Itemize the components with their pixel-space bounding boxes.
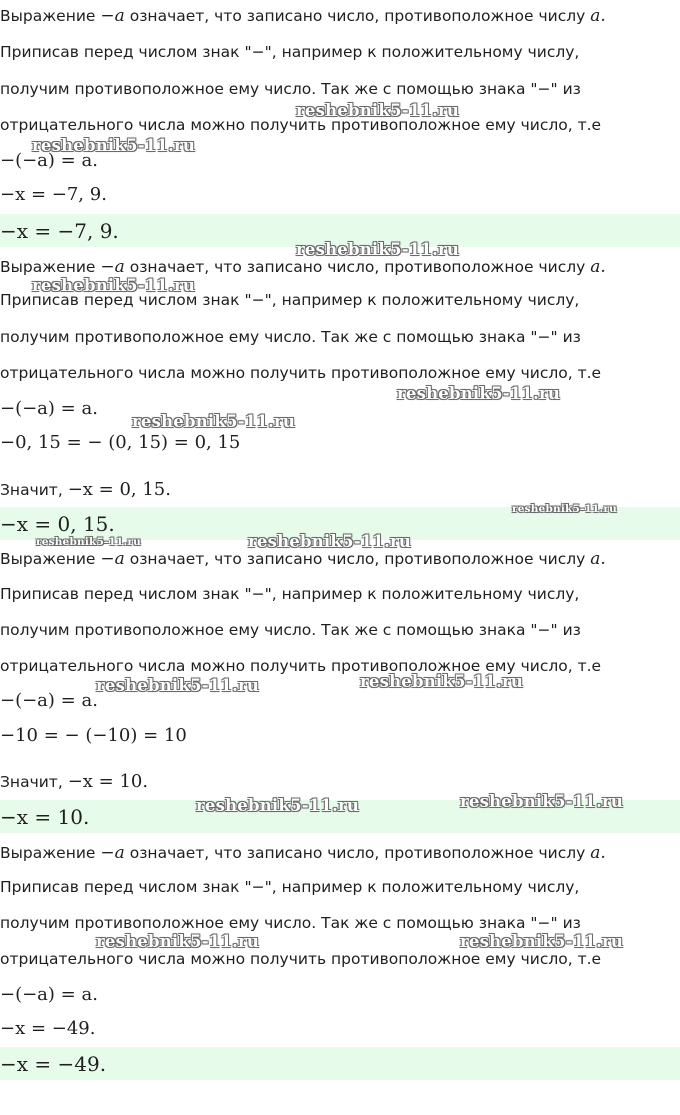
- intro-end: a.: [590, 549, 606, 569]
- block3-line3: получим противоположное ему число. Так же с помощью знака "−" из: [0, 621, 581, 639]
- watermark-small: reshebnik5-11.ru: [36, 536, 141, 548]
- watermark: reshebnik5-11.ru: [460, 932, 624, 951]
- block3-line4: отрицательного числа можно получить противоположное ему число, т.е: [0, 657, 602, 675]
- watermark: reshebnik5-11.ru: [296, 101, 460, 120]
- intro-math: −a: [100, 843, 125, 863]
- block4-line4: отрицательного числа можно получить противоположное ему число, т.е: [0, 950, 602, 968]
- block4-intro: [0, 843, 680, 863]
- answer-box-text: −x = −7, 9.: [0, 219, 119, 243]
- block4-line2: Приписав перед числом знак "−", например к положительному числу,: [0, 878, 580, 896]
- watermark: reshebnik5-11.ru: [96, 676, 260, 695]
- block4-answer: −x = −49.: [0, 1018, 96, 1039]
- block2-line3: получим противоположное ему число. Так же с помощью знака "−" из: [0, 328, 581, 346]
- watermark: reshebnik5-11.ru: [32, 136, 196, 155]
- intro-suffix: означает, что записано число, противоположное числу: [124, 7, 591, 25]
- block4-line3: получим противоположное ему число. Так же с помощью знака "−" из: [0, 914, 581, 932]
- block2-line4: отрицательного числа можно получить противоположное ему число, т.е: [0, 364, 602, 382]
- intro-end: a.: [590, 257, 606, 277]
- block2-intro: [0, 257, 680, 277]
- intro-prefix: Выражение: [0, 258, 101, 276]
- intro-prefix: Выражение: [0, 7, 101, 25]
- so-math: −x = 10.: [67, 771, 149, 792]
- watermark: reshebnik5-11.ru: [196, 796, 360, 815]
- block1-answer: −x = −7, 9.: [0, 184, 107, 205]
- watermark: reshebnik5-11.ru: [360, 672, 524, 691]
- so-label: Значит,: [0, 481, 68, 499]
- watermark: reshebnik5-11.ru: [132, 412, 296, 431]
- so-label: Значит,: [0, 773, 68, 791]
- intro-suffix: означает, что записано число, противоположное числу: [124, 844, 591, 862]
- block1-line4: отрицательного числа можно получить противоположное ему число, т.е: [0, 116, 602, 134]
- intro-prefix: Выражение: [0, 844, 101, 862]
- watermark: reshebnik5-11.ru: [296, 240, 460, 259]
- block4-identity: −(−a) = a.: [0, 984, 98, 1005]
- block1-line3: получим противоположное ему число. Так же с помощью знака "−" из: [0, 80, 581, 98]
- watermark: reshebnik5-11.ru: [32, 276, 196, 295]
- block3-intro: [0, 549, 680, 569]
- intro-end: a.: [590, 843, 606, 863]
- intro-end: a.: [590, 6, 606, 26]
- watermark: reshebnik5-11.ru: [96, 932, 260, 951]
- block2-identity: −(−a) = a.: [0, 398, 98, 419]
- answer-box-text: −x = 10.: [0, 805, 90, 829]
- block3-so: [0, 771, 680, 792]
- intro-math: −a: [100, 549, 125, 569]
- block3-line2: Приписав перед числом знак "−", например к положительному числу,: [0, 585, 580, 603]
- intro-suffix: означает, что записано число, противоположное числу: [124, 550, 591, 568]
- so-math: −x = 0, 15.: [67, 479, 171, 500]
- block2-line2: Приписав перед числом знак "−", например к положительному числу,: [0, 291, 580, 309]
- intro-prefix: Выражение: [0, 550, 101, 568]
- intro-math: −a: [100, 6, 125, 26]
- intro-math: −a: [100, 257, 125, 277]
- block3-calc: −10 = − (−10) = 10: [0, 725, 187, 746]
- block1-identity: −(−a) = a.: [0, 150, 98, 171]
- watermark: reshebnik5-11.ru: [460, 792, 624, 811]
- answer-box-text: −x = 0, 15.: [0, 512, 115, 536]
- block4-answer-box: [0, 1047, 680, 1080]
- block2-calc: −0, 15 = − (0, 15) = 0, 15: [0, 432, 241, 453]
- block3-identity: −(−a) = a.: [0, 690, 98, 711]
- intro-suffix: означает, что записано число, противоположное числу: [124, 258, 591, 276]
- answer-box-text: −x = −49.: [0, 1052, 107, 1076]
- watermark: reshebnik5-11.ru: [397, 384, 561, 403]
- watermark-small: reshebnik5-11.ru: [512, 503, 617, 515]
- watermark: reshebnik5-11.ru: [248, 532, 412, 551]
- block1-intro: [0, 6, 680, 26]
- block2-so: [0, 479, 680, 500]
- block1-line2: Приписав перед числом знак "−", например к положительному числу,: [0, 43, 580, 61]
